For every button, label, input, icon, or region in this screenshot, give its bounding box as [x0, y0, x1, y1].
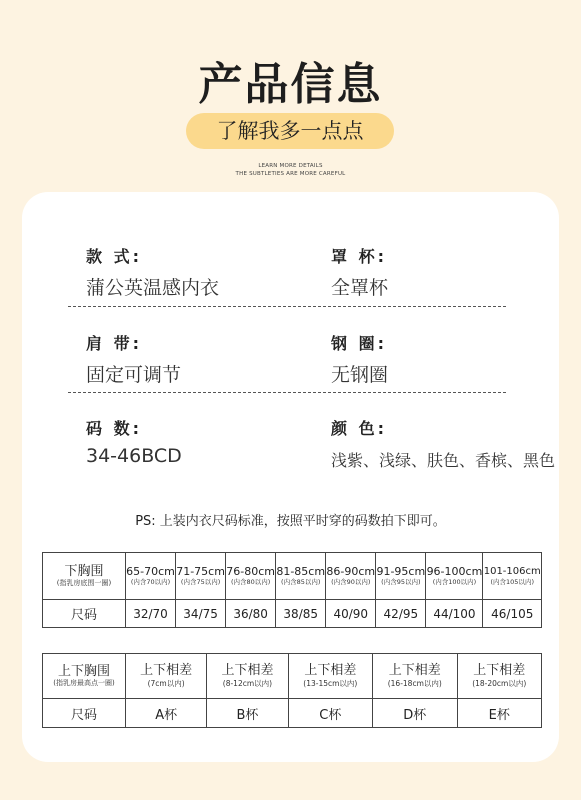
field-strap-value: 固定可调节: [86, 364, 182, 386]
field-size: [86, 416, 182, 467]
range-note: (内含75以内): [180, 578, 221, 586]
divider: [68, 306, 506, 307]
size-cell: 42/95: [376, 600, 426, 628]
table-row: [43, 553, 542, 600]
cup-cell: B杯: [207, 699, 288, 728]
size-label-cell: 尺码: [43, 699, 126, 728]
english-tagline: [0, 162, 581, 178]
field-color-label: 颜 色:: [331, 419, 387, 438]
table-header-cell: [43, 654, 126, 699]
field-wire: [331, 331, 388, 387]
diff-note: (7cm以内): [147, 679, 185, 688]
field-cup-label: 罩 杯:: [331, 247, 387, 266]
underbust-size-table: [42, 552, 542, 628]
field-style: [86, 244, 219, 300]
range-text: 96-100cm: [426, 565, 483, 578]
field-strap-label: 肩 带:: [86, 334, 142, 353]
table-cell: [276, 553, 326, 600]
table-header-main: 下胸围: [64, 564, 104, 579]
table-row: [43, 699, 542, 728]
table-cell: [457, 654, 542, 699]
table-row: [43, 600, 542, 628]
table-cell: [126, 553, 176, 600]
size-cell: 36/80: [226, 600, 276, 628]
table-cell: [126, 654, 207, 699]
table-header-note: (指乳房最高点一圈): [53, 679, 115, 687]
table-cell: [207, 654, 288, 699]
table-header-cell: [43, 553, 126, 600]
field-color: [331, 416, 555, 471]
field-size-label: 码 数:: [86, 419, 142, 438]
range-text: 86-90cm: [326, 565, 376, 578]
range-note: (内含100以内): [432, 578, 477, 586]
field-cup-value: 全罩杯: [331, 277, 389, 299]
range-note: (内含70以内): [130, 578, 171, 586]
table-header-note: (指乳房底围一圈): [56, 579, 112, 587]
diff-text: 上下相差: [140, 663, 193, 678]
size-cell: 32/70: [126, 600, 176, 628]
cup-size-table: [42, 653, 542, 728]
range-text: 76-80cm: [226, 565, 276, 578]
cup-cell: C杯: [288, 699, 372, 728]
cup-cell: D杯: [373, 699, 457, 728]
diff-text: 上下相差: [388, 663, 441, 678]
size-cell: 44/100: [426, 600, 483, 628]
diff-text: 上下相差: [221, 663, 274, 678]
range-text: 101-106cm: [483, 566, 541, 577]
ps-note: PS: 上装内衣尺码标准，按照平时穿的码数拍下即可。: [135, 514, 446, 529]
table-cell: [326, 553, 376, 600]
table-cell: [288, 654, 372, 699]
size-cell: 46/105: [483, 600, 542, 628]
table-header-main: 上下胸围: [57, 664, 110, 679]
tagline-line-2: THE SUBTLETIES ARE MORE CAREFUL: [235, 171, 346, 177]
field-wire-label: 钢 圈:: [331, 334, 387, 353]
field-style-label: 款 式:: [86, 247, 142, 266]
page-title: 产品信息: [198, 59, 383, 110]
divider: [68, 392, 506, 393]
diff-text: 上下相差: [304, 663, 357, 678]
size-label-cell: 尺码: [43, 600, 126, 628]
field-style-value: 蒲公英温感内衣: [86, 277, 220, 299]
diff-note: (13-15cm以内): [303, 679, 358, 688]
field-wire-value: 无钢圈: [331, 364, 389, 386]
range-text: 81-85cm: [276, 565, 326, 578]
diff-note: (16-18cm以内): [387, 679, 442, 688]
size-cell: 40/90: [326, 600, 376, 628]
tagline-line-1: LEARN MORE DETAILS: [258, 163, 323, 169]
table-cell: [176, 553, 226, 600]
field-size-value: 34-46BCD: [86, 445, 182, 467]
range-note: (内含105以内): [490, 578, 534, 586]
field-cup: [331, 244, 388, 300]
table-cell: [483, 553, 542, 600]
range-note: (内含80以内): [230, 578, 271, 586]
range-note: (内含90以内): [331, 578, 371, 586]
table-cell: [376, 553, 426, 600]
range-note: (内含85以内): [281, 578, 321, 586]
cup-cell: A杯: [126, 699, 207, 728]
field-color-value: 浅紫、浅绿、肤色、香槟、黑色: [331, 451, 556, 470]
range-text: 91-95cm: [376, 565, 426, 578]
diff-text: 上下相差: [473, 663, 526, 678]
range-note: (内含95以内): [381, 578, 421, 586]
range-text: 71-75cm: [176, 565, 225, 578]
table-cell: [226, 553, 276, 600]
cup-cell: E杯: [457, 699, 542, 728]
diff-note: (8-12cm以内): [222, 679, 273, 688]
table-row: [43, 654, 542, 699]
diff-note: (18-20cm以内): [472, 679, 527, 688]
range-text: 65-70cm: [126, 565, 175, 578]
subtitle-badge: 了解我多一点点: [186, 113, 394, 149]
field-strap: [86, 331, 181, 387]
size-cell: 34/75: [176, 600, 226, 628]
size-cell: 38/85: [276, 600, 326, 628]
table-cell: [426, 553, 483, 600]
table-cell: [373, 654, 457, 699]
